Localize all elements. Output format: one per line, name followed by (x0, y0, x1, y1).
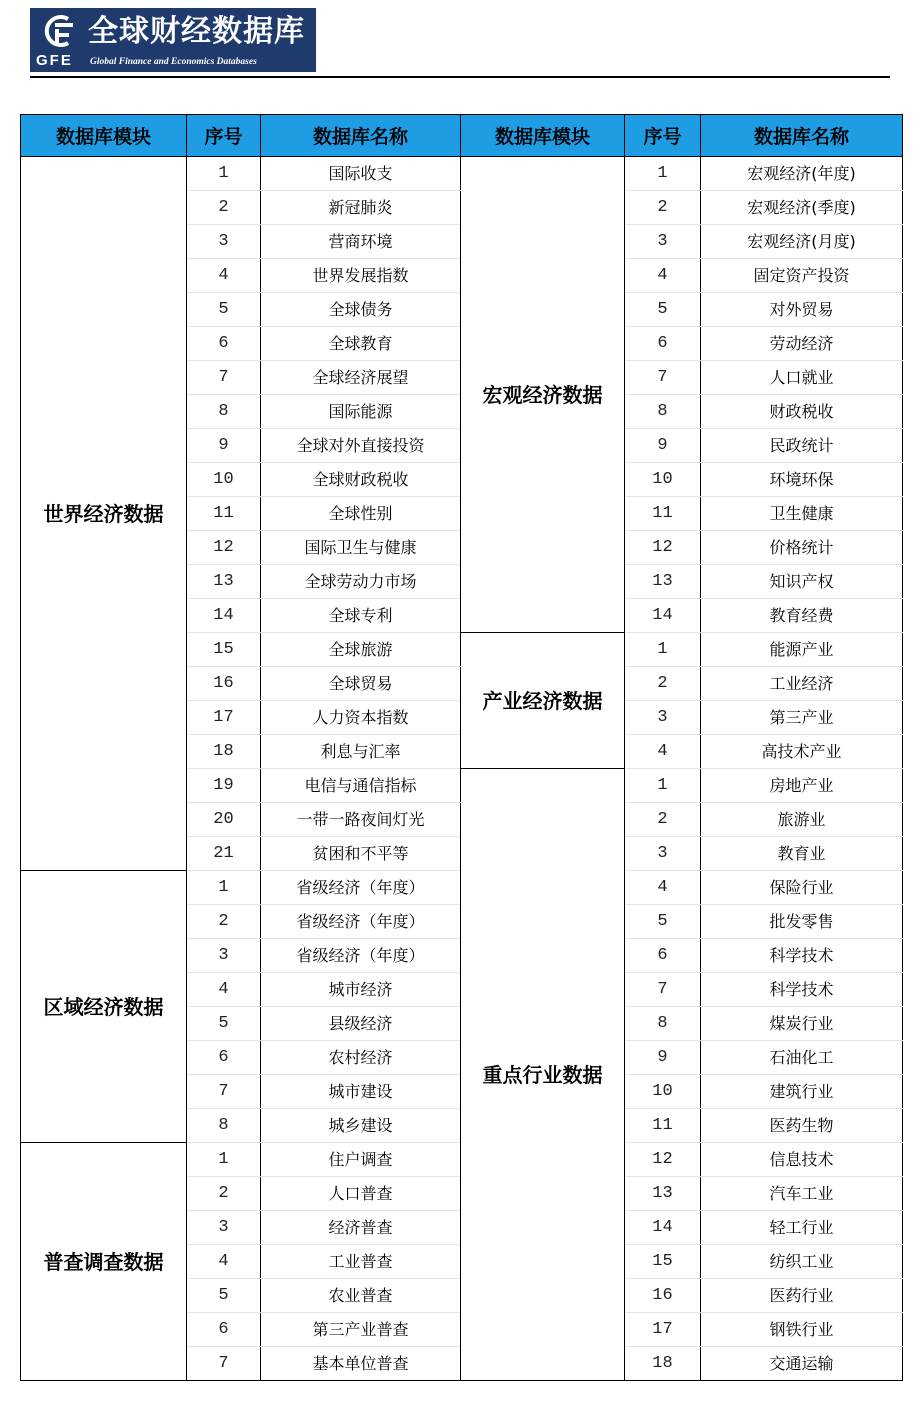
header-name-left: 数据库名称 (261, 115, 461, 157)
right-number-cell: 12 (625, 1143, 701, 1177)
left-number-cell: 3 (187, 225, 261, 259)
right-number-cell: 15 (625, 1245, 701, 1279)
right-number-cell: 8 (625, 1007, 701, 1041)
right-number-cell: 2 (625, 667, 701, 701)
header-number-left: 序号 (187, 115, 261, 157)
left-database-name-cell: 城乡建设 (261, 1109, 461, 1143)
right-module-cell: 产业经济数据 (461, 633, 625, 769)
right-database-name-cell: 信息技术 (701, 1143, 903, 1177)
left-number-cell: 4 (187, 973, 261, 1007)
left-number-cell: 19 (187, 769, 261, 803)
right-database-name-cell: 房地产业 (701, 769, 903, 803)
left-number-cell: 8 (187, 395, 261, 429)
left-database-name-cell: 国际卫生与健康 (261, 531, 461, 565)
right-number-cell: 2 (625, 191, 701, 225)
left-number-cell: 6 (187, 327, 261, 361)
right-database-name-cell: 宏观经济(月度) (701, 225, 903, 259)
right-number-cell: 11 (625, 1109, 701, 1143)
left-number-cell: 9 (187, 429, 261, 463)
right-number-cell: 14 (625, 1211, 701, 1245)
right-number-cell: 18 (625, 1347, 701, 1381)
left-database-name-cell: 全球性别 (261, 497, 461, 531)
table-body (21, 157, 903, 1381)
right-number-cell: 1 (625, 769, 701, 803)
right-database-name-cell: 煤炭行业 (701, 1007, 903, 1041)
logo-abbreviation: GFE (36, 52, 73, 69)
left-number-cell: 7 (187, 361, 261, 395)
left-database-name-cell: 住户调查 (261, 1143, 461, 1177)
right-number-cell: 2 (625, 803, 701, 837)
left-number-cell: 10 (187, 463, 261, 497)
left-database-name-cell: 全球财政税收 (261, 463, 461, 497)
left-database-name-cell: 全球劳动力市场 (261, 565, 461, 599)
left-database-name-cell: 工业普查 (261, 1245, 461, 1279)
left-number-cell: 20 (187, 803, 261, 837)
right-number-cell: 10 (625, 1075, 701, 1109)
left-database-name-cell: 全球对外直接投资 (261, 429, 461, 463)
left-database-name-cell: 全球债务 (261, 293, 461, 327)
left-number-cell: 6 (187, 1041, 261, 1075)
right-number-cell: 3 (625, 701, 701, 735)
left-database-name-cell: 利息与汇率 (261, 735, 461, 769)
right-number-cell: 11 (625, 497, 701, 531)
right-database-name-cell: 教育经费 (701, 599, 903, 633)
right-database-name-cell: 价格统计 (701, 531, 903, 565)
right-database-name-cell: 科学技术 (701, 939, 903, 973)
left-number-cell: 15 (187, 633, 261, 667)
left-number-cell: 16 (187, 667, 261, 701)
left-database-name-cell: 电信与通信指标 (261, 769, 461, 803)
left-database-name-cell: 人力资本指数 (261, 701, 461, 735)
right-number-cell: 3 (625, 225, 701, 259)
left-database-name-cell: 农业普查 (261, 1279, 461, 1313)
header-module-left: 数据库模块 (21, 115, 187, 157)
left-module-cell: 世界经济数据 (21, 157, 187, 871)
right-database-name-cell: 医药生物 (701, 1109, 903, 1143)
right-number-cell: 8 (625, 395, 701, 429)
right-database-name-cell: 宏观经济(年度) (701, 157, 903, 191)
left-number-cell: 11 (187, 497, 261, 531)
right-number-cell: 7 (625, 361, 701, 395)
right-number-cell: 17 (625, 1313, 701, 1347)
left-database-name-cell: 农村经济 (261, 1041, 461, 1075)
right-number-cell: 5 (625, 905, 701, 939)
left-number-cell: 18 (187, 735, 261, 769)
right-number-cell: 9 (625, 429, 701, 463)
left-number-cell: 3 (187, 939, 261, 973)
right-database-name-cell: 高技术产业 (701, 735, 903, 769)
left-number-cell: 7 (187, 1347, 261, 1381)
left-number-cell: 2 (187, 905, 261, 939)
right-number-cell: 5 (625, 293, 701, 327)
left-number-cell: 17 (187, 701, 261, 735)
left-database-name-cell: 国际能源 (261, 395, 461, 429)
left-number-cell: 2 (187, 191, 261, 225)
left-number-cell: 12 (187, 531, 261, 565)
right-module-cell: 宏观经济数据 (461, 157, 625, 633)
left-database-name-cell: 国际收支 (261, 157, 461, 191)
right-database-name-cell: 教育业 (701, 837, 903, 871)
left-database-name-cell: 贫困和不平等 (261, 837, 461, 871)
right-database-name-cell: 石油化工 (701, 1041, 903, 1075)
left-number-cell: 14 (187, 599, 261, 633)
left-number-cell: 8 (187, 1109, 261, 1143)
right-database-name-cell: 医药行业 (701, 1279, 903, 1313)
left-database-name-cell: 全球教育 (261, 327, 461, 361)
left-database-name-cell: 新冠肺炎 (261, 191, 461, 225)
left-number-cell: 1 (187, 871, 261, 905)
left-database-name-cell: 省级经济（年度） (261, 871, 461, 905)
right-database-name-cell: 财政税收 (701, 395, 903, 429)
left-module-cell: 普查调查数据 (21, 1143, 187, 1381)
left-database-name-cell: 城市经济 (261, 973, 461, 1007)
right-number-cell: 1 (625, 633, 701, 667)
left-database-name-cell: 第三产业普查 (261, 1313, 461, 1347)
left-number-cell: 5 (187, 1007, 261, 1041)
left-database-name-cell: 全球专利 (261, 599, 461, 633)
table-row (21, 157, 903, 191)
right-database-name-cell: 纺织工业 (701, 1245, 903, 1279)
left-database-name-cell: 全球经济展望 (261, 361, 461, 395)
left-database-name-cell: 一带一路夜间灯光 (261, 803, 461, 837)
left-number-cell: 4 (187, 1245, 261, 1279)
left-database-name-cell: 世界发展指数 (261, 259, 461, 293)
right-database-name-cell: 交通运输 (701, 1347, 903, 1381)
right-number-cell: 7 (625, 973, 701, 1007)
right-number-cell: 14 (625, 599, 701, 633)
right-database-name-cell: 建筑行业 (701, 1075, 903, 1109)
header-module-right: 数据库模块 (461, 115, 625, 157)
left-database-name-cell: 全球贸易 (261, 667, 461, 701)
left-database-name-cell: 人口普查 (261, 1177, 461, 1211)
right-number-cell: 13 (625, 1177, 701, 1211)
right-number-cell: 12 (625, 531, 701, 565)
table-header-row (21, 115, 903, 157)
right-database-name-cell: 科学技术 (701, 973, 903, 1007)
left-number-cell: 21 (187, 837, 261, 871)
right-number-cell: 6 (625, 327, 701, 361)
right-database-name-cell: 固定资产投资 (701, 259, 903, 293)
left-database-name-cell: 营商环境 (261, 225, 461, 259)
logo-subtitle: Global Finance and Economics Databases (90, 57, 257, 67)
database-catalog-table (20, 114, 903, 1381)
left-number-cell: 7 (187, 1075, 261, 1109)
right-number-cell: 1 (625, 157, 701, 191)
right-database-name-cell: 对外贸易 (701, 293, 903, 327)
left-module-cell: 区域经济数据 (21, 871, 187, 1143)
right-number-cell: 9 (625, 1041, 701, 1075)
header-divider (30, 76, 890, 78)
right-database-name-cell: 批发零售 (701, 905, 903, 939)
right-database-name-cell: 卫生健康 (701, 497, 903, 531)
left-number-cell: 6 (187, 1313, 261, 1347)
right-database-name-cell: 保险行业 (701, 871, 903, 905)
right-number-cell: 4 (625, 259, 701, 293)
right-number-cell: 10 (625, 463, 701, 497)
left-database-name-cell: 省级经济（年度） (261, 905, 461, 939)
right-database-name-cell: 能源产业 (701, 633, 903, 667)
left-database-name-cell: 城市建设 (261, 1075, 461, 1109)
gfe-logo (30, 8, 316, 72)
right-database-name-cell: 旅游业 (701, 803, 903, 837)
right-database-name-cell: 汽车工业 (701, 1177, 903, 1211)
left-database-name-cell: 经济普查 (261, 1211, 461, 1245)
left-number-cell: 5 (187, 1279, 261, 1313)
left-database-name-cell: 县级经济 (261, 1007, 461, 1041)
right-database-name-cell: 钢铁行业 (701, 1313, 903, 1347)
right-number-cell: 13 (625, 565, 701, 599)
right-database-name-cell: 轻工行业 (701, 1211, 903, 1245)
left-number-cell: 13 (187, 565, 261, 599)
left-database-name-cell: 基本单位普查 (261, 1347, 461, 1381)
gfe-logo-icon (38, 14, 78, 48)
right-database-name-cell: 民政统计 (701, 429, 903, 463)
left-number-cell: 4 (187, 259, 261, 293)
right-database-name-cell: 知识产权 (701, 565, 903, 599)
right-number-cell: 4 (625, 871, 701, 905)
right-module-cell: 重点行业数据 (461, 769, 625, 1381)
header-number-right: 序号 (625, 115, 701, 157)
left-number-cell: 1 (187, 1143, 261, 1177)
right-database-name-cell: 人口就业 (701, 361, 903, 395)
left-number-cell: 2 (187, 1177, 261, 1211)
right-number-cell: 6 (625, 939, 701, 973)
right-number-cell: 3 (625, 837, 701, 871)
right-database-name-cell: 劳动经济 (701, 327, 903, 361)
right-number-cell: 16 (625, 1279, 701, 1313)
header-name-right: 数据库名称 (701, 115, 903, 157)
right-database-name-cell: 宏观经济(季度) (701, 191, 903, 225)
left-database-name-cell: 全球旅游 (261, 633, 461, 667)
right-number-cell: 4 (625, 735, 701, 769)
logo-title: 全球财经数据库 (88, 14, 305, 49)
right-database-name-cell: 环境环保 (701, 463, 903, 497)
left-number-cell: 1 (187, 157, 261, 191)
left-database-name-cell: 省级经济（年度） (261, 939, 461, 973)
left-number-cell: 5 (187, 293, 261, 327)
right-database-name-cell: 工业经济 (701, 667, 903, 701)
left-number-cell: 3 (187, 1211, 261, 1245)
right-database-name-cell: 第三产业 (701, 701, 903, 735)
